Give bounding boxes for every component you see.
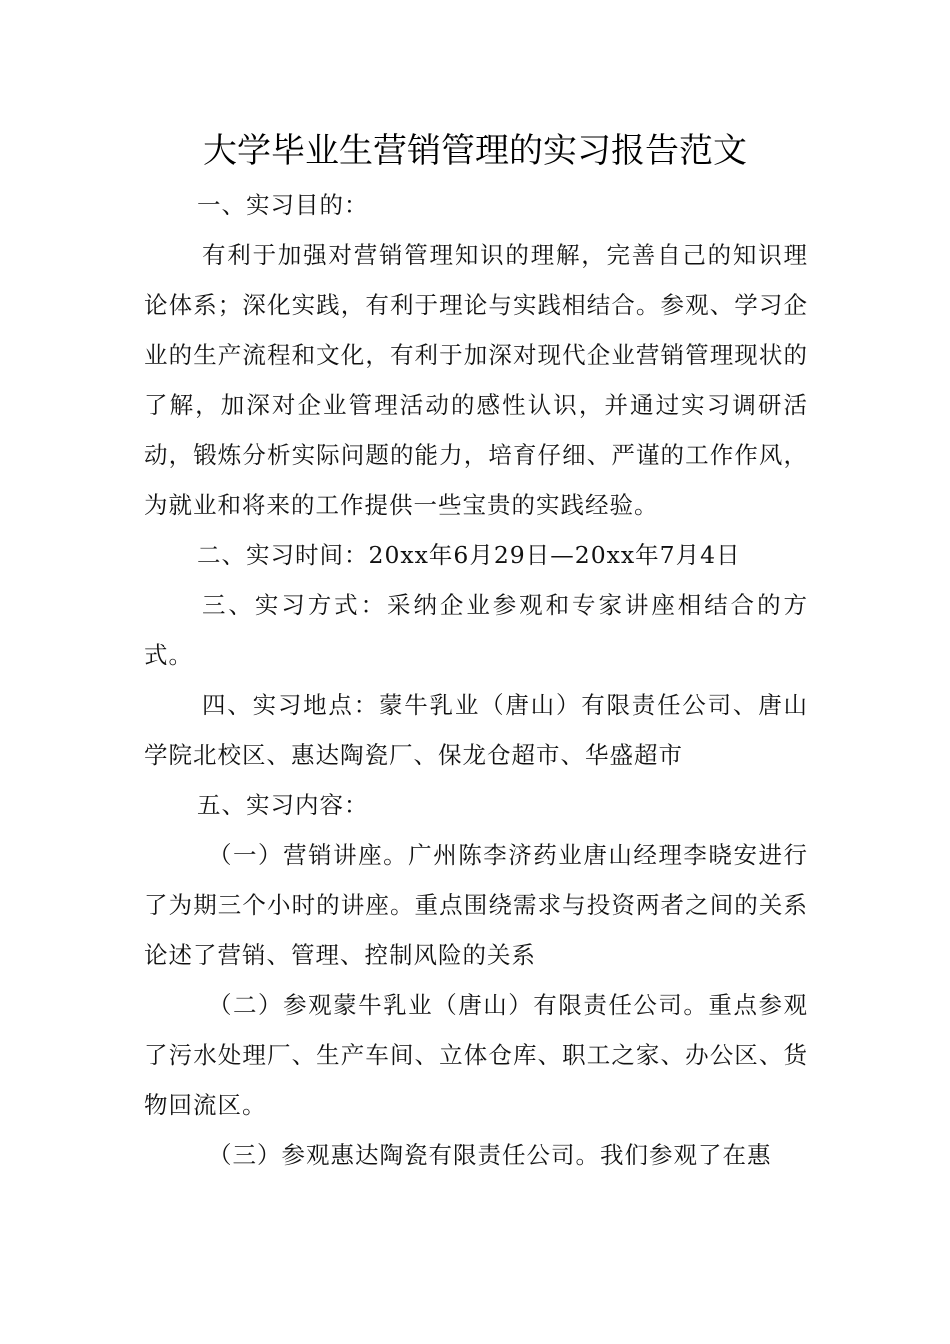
paragraph-content-1: （一）营销讲座。广州陈李济药业唐山经理李晓安进行了为期三个小时的讲座。重点围绕需求与投资两者之间的关系论述了营销、管理、控制风险的关系 [144,841,808,969]
section-heading-purpose: 一、实习目的： [197,191,369,219]
paragraph-location: 四、实习地点：蒙牛乳业（唐山）有限责任公司、唐山学院北校区、惠达陶瓷厂、保龙仓超市、华盛超市 [144,691,808,769]
document-body [144,180,808,1180]
section-heading-content: 五、实习内容： [197,791,369,819]
paragraph-time: 二、实习时间：20xx年6月29日—20xx年7月4日 [197,541,741,569]
paragraph-purpose: 有利于加强对营销管理知识的理解，完善自己的知识理论体系；深化实践，有利于理论与实践相结合。参观、学习企业的生产流程和文化，有利于加深对现代企业营销管理现状的了解，加深对企业管理活动的感性认识，并通过实习调研活动，锻炼分析实际问题的能力，培育仔细、严谨的工作作风，为就业和将来的工作提供一些宝贵的实践经验。 [144,241,808,519]
paragraph-content-2: （二）参观蒙牛乳业（唐山）有限责任公司。重点参观了污水处理厂、生产车间、立体仓库、职工之家、办公区、货物回流区。 [144,991,808,1119]
document-title: 大学毕业生营销管理的实习报告范文 [203,131,747,171]
paragraph-method: 三、实习方式：采纳企业参观和专家讲座相结合的方式。 [144,591,808,669]
paragraph-content-3: （三）参观惠达陶瓷有限责任公司。我们参观了在惠 [208,1141,772,1169]
